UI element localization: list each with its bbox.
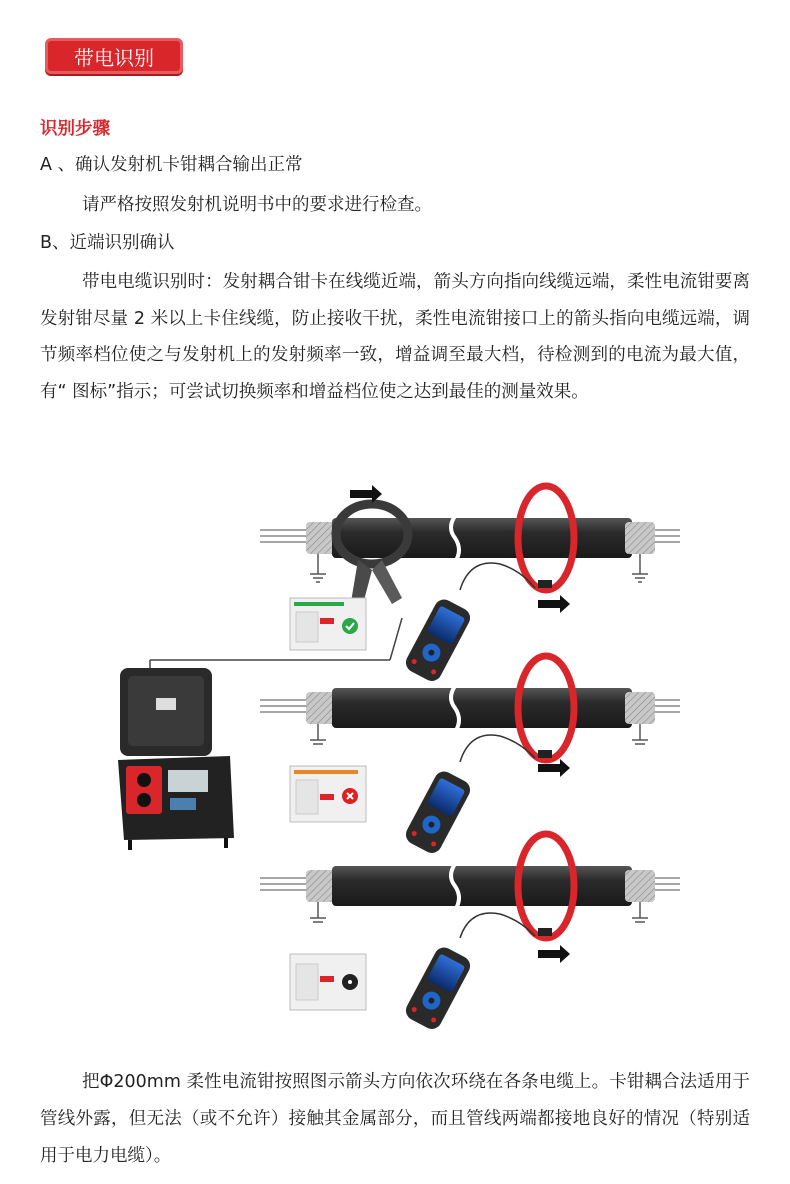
step-a-body: 请严格按照发射机说明书中的要求进行检查。 bbox=[82, 195, 432, 215]
status-screen-1 bbox=[290, 598, 366, 650]
step-b-title: B、近端识别确认 bbox=[40, 233, 175, 253]
step-a-title: A 、确认发射机卡钳耦合输出正常 bbox=[40, 155, 303, 175]
badge-title: 带电识别 bbox=[74, 45, 154, 70]
cable-2 bbox=[260, 686, 680, 744]
status-screen-3 bbox=[290, 954, 366, 1010]
step-b-body: 带电电缆识别时：发射耦合钳卡在线缆近端，箭头方向指向线缆远端，柔性电流钳要离发射钳尽量 2 米以上卡住线缆，防止接收干扰，柔性电流钳接口上的箭头指向电缆远端，调节频率档位使之与发射机上的发射频率一致，增益调至最大档，待检测到的电流为最大值，有“ 图标”指示；可尝试切换频率和增益档位使之达到最佳的测量效果。 bbox=[40, 272, 750, 402]
footer-paragraph: 把Φ200mm 柔性电流钳按照图示箭头方向依次环绕在各条电缆上。卡钳耦合法适用于管线外露，但无法（或不允许）接触其金属部分，而且管线两端都接地良好的情况（特别适用于电力电缆）。 bbox=[40, 1072, 750, 1166]
identification-illustration bbox=[110, 478, 690, 1038]
steps-heading: 识别步骤 bbox=[40, 119, 110, 139]
receiver-1 bbox=[402, 596, 473, 684]
receiver-2 bbox=[402, 768, 473, 856]
section-badge bbox=[45, 38, 183, 74]
receiver-3 bbox=[402, 944, 473, 1032]
cable-3 bbox=[260, 864, 680, 922]
status-screen-2 bbox=[290, 766, 366, 822]
check-icon bbox=[342, 618, 358, 634]
